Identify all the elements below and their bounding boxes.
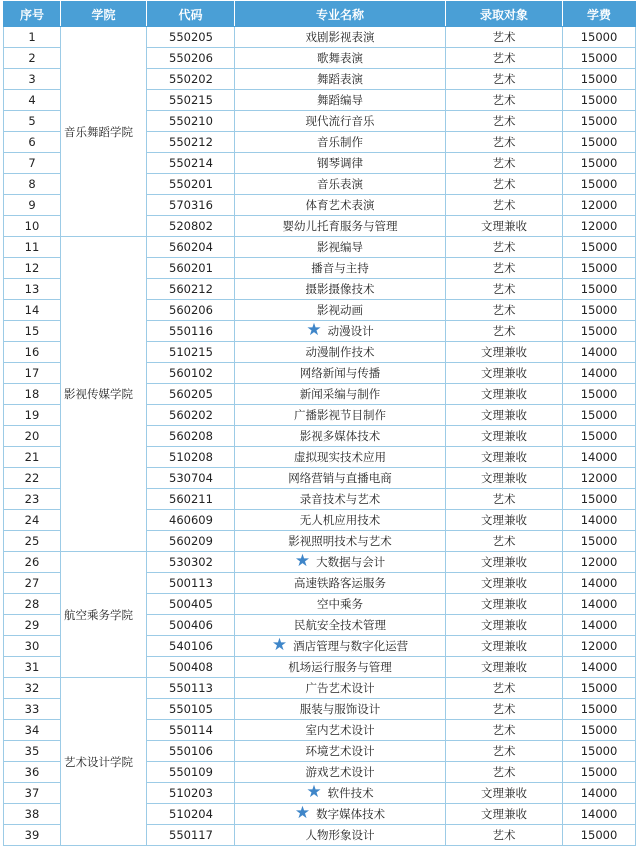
major-name: 舞蹈编导 [317, 93, 363, 107]
admission-target: 艺术 [446, 132, 563, 153]
admission-target: 文理兼收 [446, 594, 563, 615]
major-code: 560202 [147, 405, 235, 426]
admission-target: 艺术 [446, 825, 563, 846]
row-number: 39 [4, 825, 61, 846]
major-name: 酒店管理与数字化运营 [293, 639, 409, 653]
row-number: 30 [4, 636, 61, 657]
major-name: 钢琴调律 [317, 156, 363, 170]
major-code: 500408 [147, 657, 235, 678]
major-name: 播音与主持 [311, 261, 369, 275]
row-number: 1 [4, 27, 61, 48]
table-body [4, 27, 636, 846]
major-code: 560204 [147, 237, 235, 258]
college-name: 音乐舞蹈学院 [61, 27, 147, 237]
admission-target: 艺术 [446, 741, 563, 762]
row-number: 20 [4, 426, 61, 447]
row-number: 6 [4, 132, 61, 153]
major-name-cell [235, 594, 446, 615]
major-name-cell [235, 237, 446, 258]
row-number: 34 [4, 720, 61, 741]
major-name: 歌舞表演 [317, 51, 363, 65]
major-name-cell [235, 69, 446, 90]
row-number: 18 [4, 384, 61, 405]
major-code: 550210 [147, 111, 235, 132]
major-name-cell [235, 531, 446, 552]
admission-target: 文理兼收 [446, 804, 563, 825]
admission-target: 文理兼收 [446, 216, 563, 237]
admission-target: 艺术 [446, 174, 563, 195]
major-code: 530704 [147, 468, 235, 489]
major-name: 广告艺术设计 [305, 681, 375, 695]
row-number: 5 [4, 111, 61, 132]
tuition-fee: 15000 [563, 741, 636, 762]
major-code: 550113 [147, 678, 235, 699]
major-name: 服装与服饰设计 [299, 702, 381, 716]
major-name-cell [235, 699, 446, 720]
row-number: 23 [4, 489, 61, 510]
major-code: 550201 [147, 174, 235, 195]
major-name: 网络新闻与传播 [299, 366, 381, 380]
major-name-cell [235, 174, 446, 195]
row-number: 26 [4, 552, 61, 573]
major-name: 影视多媒体技术 [299, 429, 381, 443]
major-name: 婴幼儿托育服务与管理 [282, 219, 398, 233]
tuition-fee: 15000 [563, 489, 636, 510]
header-college: 学院 [61, 2, 147, 27]
major-name: 人物形象设计 [305, 828, 375, 842]
tuition-fee: 14000 [563, 804, 636, 825]
admission-target: 文理兼收 [446, 657, 563, 678]
major-name: 高速铁路客运服务 [294, 576, 386, 590]
major-code: 550114 [147, 720, 235, 741]
major-name-cell [235, 426, 446, 447]
tuition-fee: 15000 [563, 825, 636, 846]
table-row [4, 237, 636, 258]
college-name: 艺术设计学院 [61, 678, 147, 846]
row-number: 4 [4, 90, 61, 111]
table-row [4, 27, 636, 48]
major-name-cell [235, 216, 446, 237]
admission-target: 艺术 [446, 258, 563, 279]
admission-target: 文理兼收 [446, 573, 563, 594]
admission-target: 文理兼收 [446, 384, 563, 405]
major-name: 大数据与会计 [316, 555, 386, 569]
header-tuition: 学费 [563, 2, 636, 27]
major-code: 550205 [147, 27, 235, 48]
major-name-cell [235, 27, 446, 48]
major-name-cell [235, 573, 446, 594]
major-code: 510204 [147, 804, 235, 825]
major-name-cell [235, 741, 446, 762]
major-name-cell [235, 468, 446, 489]
major-code: 560205 [147, 384, 235, 405]
major-name: 影视动画 [317, 303, 363, 317]
college-name: 影视传媒学院 [61, 237, 147, 552]
tuition-fee: 12000 [563, 636, 636, 657]
row-number: 15 [4, 321, 61, 342]
major-code: 460609 [147, 510, 235, 531]
major-code: 550202 [147, 69, 235, 90]
major-name: 广播影视节目制作 [294, 408, 386, 422]
tuition-fee: 15000 [563, 321, 636, 342]
row-number: 3 [4, 69, 61, 90]
major-name-cell [235, 384, 446, 405]
major-code: 550105 [147, 699, 235, 720]
admission-target: 艺术 [446, 489, 563, 510]
row-number: 29 [4, 615, 61, 636]
major-name: 环境艺术设计 [305, 744, 375, 758]
star-icon: ★ [294, 803, 311, 823]
admission-target: 艺术 [446, 279, 563, 300]
tuition-fee: 15000 [563, 384, 636, 405]
tuition-fee: 12000 [563, 468, 636, 489]
admission-target: 艺术 [446, 699, 563, 720]
major-name-cell [235, 111, 446, 132]
major-code: 520802 [147, 216, 235, 237]
tuition-fee: 15000 [563, 237, 636, 258]
major-name-cell [235, 804, 446, 825]
major-name: 舞蹈表演 [317, 72, 363, 86]
admission-target: 艺术 [446, 111, 563, 132]
admission-target: 艺术 [446, 153, 563, 174]
major-code: 500405 [147, 594, 235, 615]
star-icon: ★ [306, 782, 322, 802]
row-number: 10 [4, 216, 61, 237]
admission-target: 艺术 [446, 48, 563, 69]
major-name-cell [235, 720, 446, 741]
major-name-cell [235, 636, 446, 657]
admission-target: 文理兼收 [446, 510, 563, 531]
tuition-fee: 15000 [563, 132, 636, 153]
row-number: 11 [4, 237, 61, 258]
tuition-fee: 15000 [563, 111, 636, 132]
major-code: 550117 [147, 825, 235, 846]
tuition-fee: 15000 [563, 279, 636, 300]
admission-target: 文理兼收 [446, 468, 563, 489]
major-code: 500406 [147, 615, 235, 636]
admission-target: 艺术 [446, 678, 563, 699]
major-name: 摄影摄像技术 [305, 282, 375, 296]
admission-target: 艺术 [446, 531, 563, 552]
admission-target: 文理兼收 [446, 783, 563, 804]
major-code: 550214 [147, 153, 235, 174]
major-name-cell [235, 405, 446, 426]
tuition-fee: 14000 [563, 573, 636, 594]
major-name-cell [235, 342, 446, 363]
admission-target: 艺术 [446, 237, 563, 258]
major-name: 影视照明技术与艺术 [288, 534, 392, 548]
major-name-cell [235, 300, 446, 321]
admission-target: 艺术 [446, 69, 563, 90]
row-number: 22 [4, 468, 61, 489]
major-name-cell [235, 279, 446, 300]
major-name: 戏剧影视表演 [305, 30, 375, 44]
admission-target: 艺术 [446, 90, 563, 111]
admission-target: 艺术 [446, 762, 563, 783]
major-name: 影视编导 [317, 240, 363, 254]
row-number: 27 [4, 573, 61, 594]
table-row [4, 552, 636, 573]
major-name-cell [235, 552, 446, 573]
major-name: 游戏艺术设计 [305, 765, 375, 779]
major-code: 550212 [147, 132, 235, 153]
admission-target: 艺术 [446, 720, 563, 741]
row-number: 25 [4, 531, 61, 552]
major-name-cell [235, 153, 446, 174]
major-name-cell [235, 258, 446, 279]
tuition-fee: 15000 [563, 69, 636, 90]
major-code: 550206 [147, 48, 235, 69]
major-code: 530302 [147, 552, 235, 573]
major-name-cell [235, 447, 446, 468]
tuition-fee: 15000 [563, 678, 636, 699]
major-name: 音乐表演 [317, 177, 363, 191]
tuition-fee: 12000 [563, 552, 636, 573]
major-code: 560102 [147, 363, 235, 384]
table-row [4, 678, 636, 699]
admission-target: 文理兼收 [446, 363, 563, 384]
admission-target: 文理兼收 [446, 552, 563, 573]
row-number: 32 [4, 678, 61, 699]
admission-target: 艺术 [446, 321, 563, 342]
major-code: 500113 [147, 573, 235, 594]
major-name: 机场运行服务与管理 [288, 660, 392, 674]
tuition-fee: 15000 [563, 300, 636, 321]
major-name: 音乐制作 [317, 135, 363, 149]
tuition-fee: 15000 [563, 27, 636, 48]
tuition-fee: 14000 [563, 615, 636, 636]
major-code: 550109 [147, 762, 235, 783]
major-name: 无人机应用技术 [299, 513, 381, 527]
row-number: 9 [4, 195, 61, 216]
row-number: 13 [4, 279, 61, 300]
tuition-fee: 15000 [563, 90, 636, 111]
tuition-fee: 14000 [563, 594, 636, 615]
row-number: 8 [4, 174, 61, 195]
row-number: 38 [4, 804, 61, 825]
major-name-cell [235, 132, 446, 153]
row-number: 31 [4, 657, 61, 678]
admission-target: 艺术 [446, 27, 563, 48]
major-code: 550116 [147, 321, 235, 342]
tuition-fee: 15000 [563, 405, 636, 426]
tuition-fee: 14000 [563, 657, 636, 678]
row-number: 17 [4, 363, 61, 384]
major-name-cell [235, 90, 446, 111]
major-name-cell [235, 825, 446, 846]
college-name: 航空乘务学院 [61, 552, 147, 678]
tuition-fee: 12000 [563, 195, 636, 216]
row-number: 12 [4, 258, 61, 279]
row-number: 35 [4, 741, 61, 762]
major-name: 空中乘务 [317, 597, 363, 611]
major-name: 虚拟现实技术应用 [294, 450, 386, 464]
tuition-fee: 15000 [563, 720, 636, 741]
major-code: 560201 [147, 258, 235, 279]
major-name: 软件技术 [327, 786, 374, 800]
major-name: 动漫制作技术 [305, 345, 375, 359]
major-name: 现代流行音乐 [305, 114, 375, 128]
row-number: 36 [4, 762, 61, 783]
header-code: 代码 [147, 2, 235, 27]
major-code: 570316 [147, 195, 235, 216]
major-name-cell [235, 195, 446, 216]
tuition-fee: 15000 [563, 531, 636, 552]
tuition-fee: 15000 [563, 48, 636, 69]
major-name-cell [235, 48, 446, 69]
row-number: 21 [4, 447, 61, 468]
row-number: 28 [4, 594, 61, 615]
major-code: 560212 [147, 279, 235, 300]
header-major-name: 专业名称 [235, 2, 446, 27]
major-name: 数字媒体技术 [316, 807, 386, 821]
header-no: 序号 [4, 2, 61, 27]
row-number: 7 [4, 153, 61, 174]
row-number: 19 [4, 405, 61, 426]
row-number: 33 [4, 699, 61, 720]
major-code: 510208 [147, 447, 235, 468]
table-header-row [4, 2, 636, 27]
major-code: 540106 [147, 636, 235, 657]
row-number: 24 [4, 510, 61, 531]
admission-target: 文理兼收 [446, 636, 563, 657]
tuition-fee: 15000 [563, 153, 636, 174]
major-code: 560208 [147, 426, 235, 447]
row-number: 14 [4, 300, 61, 321]
major-code: 560206 [147, 300, 235, 321]
admission-target: 艺术 [446, 195, 563, 216]
tuition-fee: 14000 [563, 342, 636, 363]
star-icon: ★ [294, 551, 311, 571]
tuition-fee: 15000 [563, 426, 636, 447]
header-admission-target: 录取对象 [446, 2, 563, 27]
major-code: 510203 [147, 783, 235, 804]
admission-target: 文理兼收 [446, 615, 563, 636]
major-name-cell [235, 363, 446, 384]
tuition-fee: 14000 [563, 363, 636, 384]
tuition-fee: 12000 [563, 216, 636, 237]
tuition-fee: 15000 [563, 258, 636, 279]
tuition-fee: 14000 [563, 510, 636, 531]
major-name-cell [235, 657, 446, 678]
major-name: 动漫设计 [327, 324, 374, 338]
admission-target: 文理兼收 [446, 342, 563, 363]
major-code: 550215 [147, 90, 235, 111]
major-name-cell [235, 678, 446, 699]
row-number: 16 [4, 342, 61, 363]
major-name: 新闻采编与制作 [299, 387, 381, 401]
major-name-cell [235, 510, 446, 531]
major-name-cell [235, 783, 446, 804]
major-code: 560211 [147, 489, 235, 510]
major-name: 民航安全技术管理 [294, 618, 386, 632]
star-icon: ★ [271, 635, 288, 655]
admission-target: 文理兼收 [446, 426, 563, 447]
tuition-fee: 15000 [563, 174, 636, 195]
admission-target: 文理兼收 [446, 405, 563, 426]
majors-table [3, 1, 636, 846]
tuition-fee: 15000 [563, 762, 636, 783]
star-icon: ★ [306, 320, 322, 340]
row-number: 37 [4, 783, 61, 804]
major-name-cell [235, 489, 446, 510]
tuition-fee: 14000 [563, 447, 636, 468]
major-name-cell [235, 321, 446, 342]
major-code: 550106 [147, 741, 235, 762]
tuition-fee: 14000 [563, 783, 636, 804]
major-name: 录音技术与艺术 [299, 492, 381, 506]
major-name: 体育艺术表演 [305, 198, 375, 212]
major-code: 510215 [147, 342, 235, 363]
major-name: 室内艺术设计 [305, 723, 375, 737]
row-number: 2 [4, 48, 61, 69]
major-code: 560209 [147, 531, 235, 552]
major-name-cell [235, 762, 446, 783]
major-name-cell [235, 615, 446, 636]
admission-target: 艺术 [446, 300, 563, 321]
major-name: 网络营销与直播电商 [288, 471, 392, 485]
tuition-fee: 15000 [563, 699, 636, 720]
admission-target: 文理兼收 [446, 447, 563, 468]
